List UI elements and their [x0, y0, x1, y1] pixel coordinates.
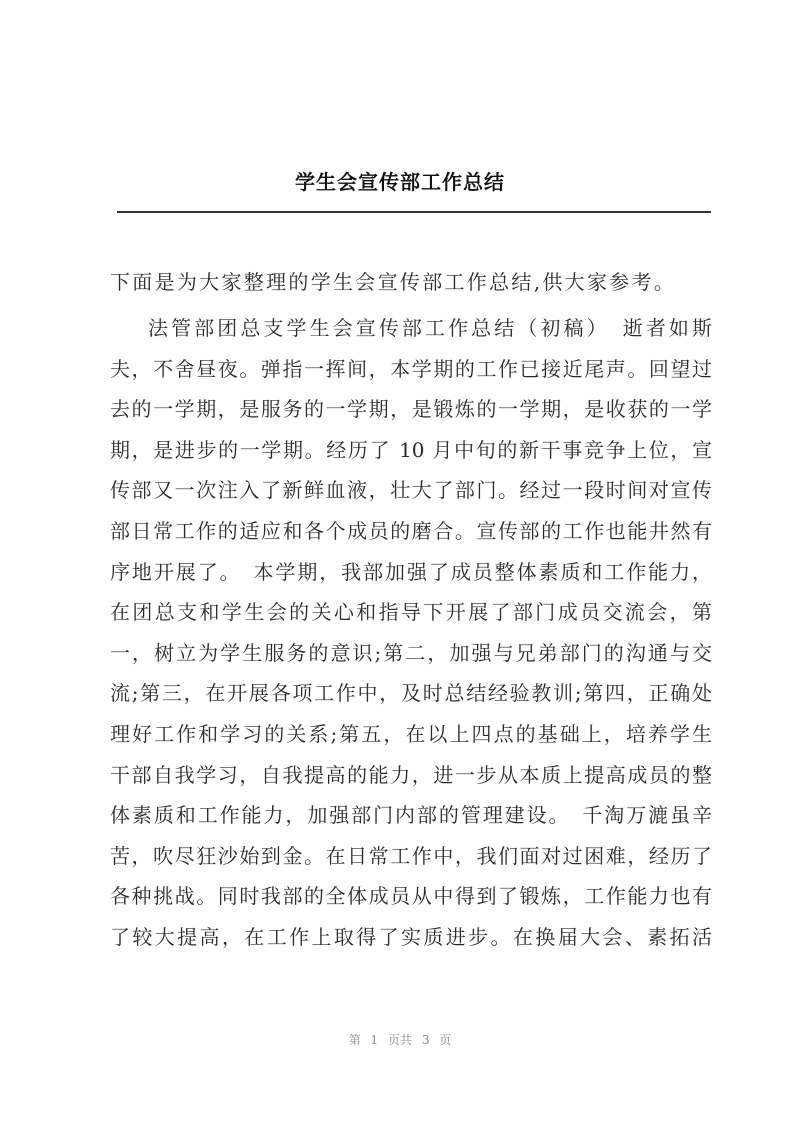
paragraph-line: 一，树立为学生服务的意识;第二，加强与兄弟部门的沟通与交 [110, 640, 712, 665]
paragraph-line: 干部自我学习，自我提高的能力，进一步从本质上提高成员的整 [110, 762, 712, 787]
paragraph-line: 体素质和工作能力，加强部门内部的管理建设。 千淘万漉虽辛 [110, 803, 712, 828]
paragraph-line: 各种挑战。同时我部的全体成员从中得到了锻炼，工作能力也有 [110, 884, 712, 909]
paragraph-line: 序地开展了。 本学期，我部加强了成员整体素质和工作能力， [110, 559, 712, 584]
paragraph-line: 理好工作和学习的关系;第五，在以上四点的基础上，培养学生 [110, 721, 712, 746]
paragraph-line: 了较大提高，在工作上取得了实质进步。在换届大会、素拓活 [110, 924, 712, 949]
paragraph-line: 在团总支和学生会的关心和指导下开展了部门成员交流会，第 [110, 600, 712, 625]
paragraph-line: 法管部团总支学生会宣传部工作总结（初稿） 逝者如斯 [148, 316, 712, 340]
paragraph-line: 夫，不舍昼夜。弹指一挥间，本学期的工作已接近尾声。回望过 [110, 356, 712, 381]
paragraph-line: 期，是进步的一学期。经历了 10 月中旬的新干事竞争上位，宣 [110, 437, 712, 462]
paragraph-line: 流;第三，在开展各项工作中，及时总结经验教训;第四，正确处 [110, 681, 712, 706]
title-divider [117, 211, 711, 213]
page-number: 第 1 页共 3 页 [348, 1033, 452, 1047]
document-title: 学生会宣传部工作总结 [295, 170, 505, 194]
paragraph-line: 部日常工作的适应和各个成员的磨合。宣传部的工作也能井然有 [110, 518, 712, 543]
paragraph-line: 去的一学期，是服务的一学期，是锻炼的一学期，是收获的一学 [110, 397, 712, 422]
intro-line: 下面是为大家整理的学生会宣传部工作总结,供大家参考。 [110, 270, 677, 294]
paragraph-line: 传部又一次注入了新鲜血液，壮大了部门。经过一段时间对宣传 [110, 478, 712, 503]
document-body [110, 266, 712, 962]
paragraph-line: 苦，吹尽狂沙始到金。在日常工作中，我们面对过困难，经历了 [110, 843, 712, 868]
